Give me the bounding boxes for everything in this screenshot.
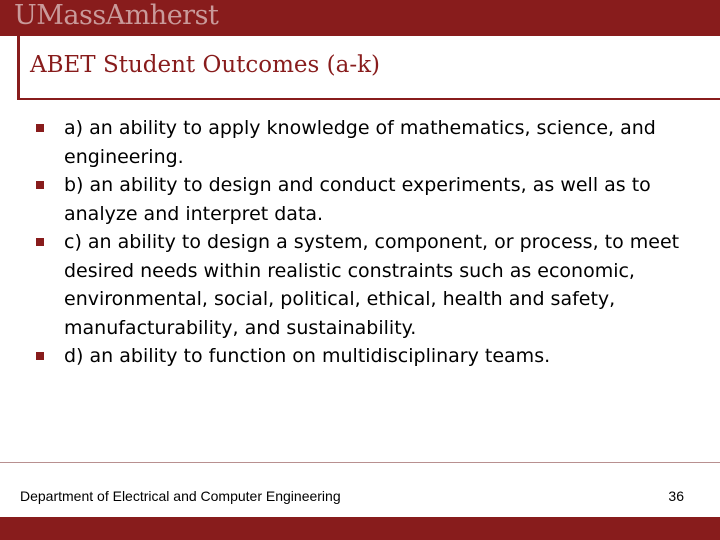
footer-department: Department of Electrical and Computer Engineering [20, 488, 341, 504]
square-bullet-icon [36, 124, 44, 132]
bullet-item [36, 228, 696, 342]
header-band [0, 0, 720, 36]
bullet-text: b) an ability to design and conduct experiments, as well as to analyze and interpret data. [64, 174, 651, 225]
bullet-text: a) an ability to apply knowledge of mathematics, science, and engineering. [64, 117, 656, 168]
square-bullet-icon [36, 238, 44, 246]
square-bullet-icon [36, 181, 44, 189]
slide-title: ABET Student Outcomes (a-k) [30, 52, 381, 78]
bullet-text: d) an ability to function on multidisciplinary teams. [64, 345, 551, 367]
square-bullet-icon [36, 352, 44, 360]
page-number: 36 [668, 488, 684, 504]
bullet-item [36, 114, 696, 171]
bullet-item [36, 171, 696, 228]
footer-band [0, 517, 720, 540]
footer-divider [0, 462, 720, 463]
bullet-item [36, 342, 696, 371]
title-underline [17, 98, 720, 100]
bullet-text: c) an ability to design a system, component, or process, to meet desired needs within realistic constraints such as economic, environmental, social, political, ethical, health and safety, manufacturability, and sustainability. [64, 231, 680, 339]
umass-logo: UMassAmherst [14, 0, 219, 31]
bullet-list [36, 114, 696, 371]
